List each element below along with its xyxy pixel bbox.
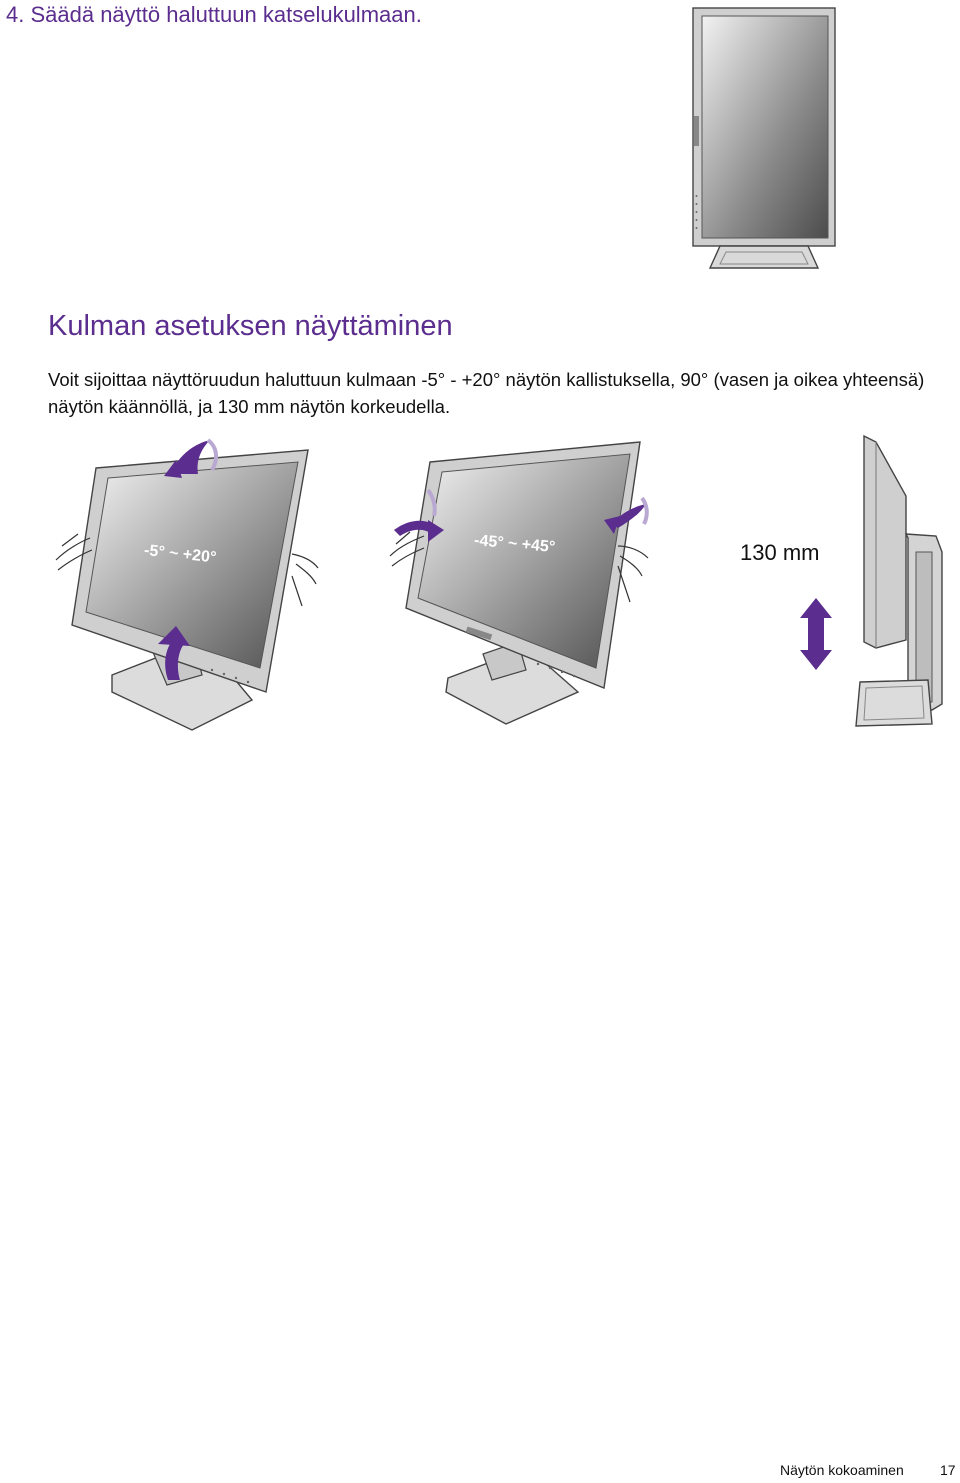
tilt-angle-label: -5° ~ +20°: [143, 542, 218, 567]
footer-section-name: Näytön kokoaminen: [780, 1462, 904, 1478]
height-figure: [796, 434, 946, 734]
height-label: 130 mm: [740, 540, 820, 565]
portrait-monitor-figure: [688, 6, 840, 272]
swivel-angle-label: -45° ~ +45°: [473, 532, 556, 557]
footer-page-number: 17: [940, 1462, 956, 1478]
section-body: Voit sijoittaa näyttöruudun haluttuun kulmaan -5° - +20° näytön kallistuksella, 90° (vasen ja oikea yhteensä) näytön käännöllä, ja 130 mm näytön korkeudella.: [48, 369, 925, 417]
tilt-figure: [52, 430, 324, 735]
section-title: Kulman asetuksen näyttäminen: [48, 310, 453, 342]
step-heading: 4. Säädä näyttö haluttuun katselukulmaan.: [6, 2, 422, 27]
swivel-figure: [388, 436, 660, 726]
